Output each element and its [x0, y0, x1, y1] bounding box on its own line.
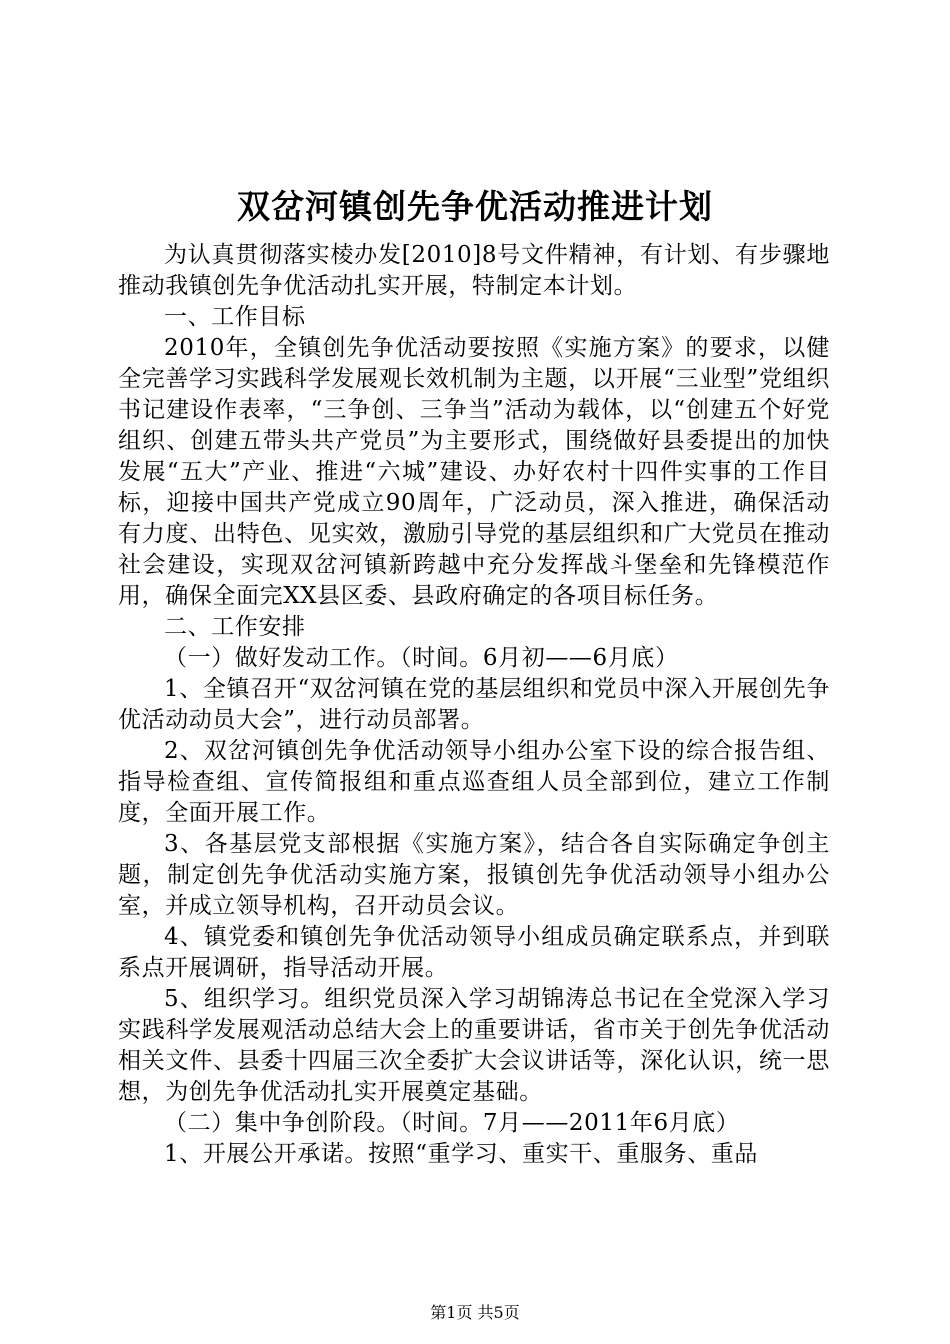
- subsection-heading-concentration: （二）集中争创阶段。（时间。7月——2011年6月底）: [164, 1110, 740, 1136]
- list-item-6: 1、开展公开承诺。按照“重学习、重实干、重服务、重品: [164, 1141, 758, 1167]
- document-body: [118, 240, 830, 1170]
- list-item-5: 5、组织学习。组织党员深入学习胡锦涛总书记在全党深入学习实践科学发展观活动总结大会上的重要讲话，省市关于创先争优活动相关文件、县委十四届三次全委扩大会议讲话等，深化认识，统一思想，为创先争优活动扎实开展奠定基础。: [118, 986, 830, 1105]
- page-footer: 第1页 共5页: [430, 1303, 520, 1322]
- intro-paragraph: 为认真贯彻落实棱办发[2010]8号文件精神，有计划、有步骤地推动我镇创先争优活动扎实开展，特制定本计划。: [118, 242, 830, 299]
- list-item-3: 3、各基层党支部根据《实施方案》，结合各自实际确定争创主题，制定创先争优活动实施方案，报镇创先争优活动领导小组办公室，并成立领导机构，召开动员会议。: [118, 831, 830, 919]
- section-heading-goals: 一、工作目标: [164, 304, 306, 330]
- section-heading-arrangement: 二、工作安排: [164, 614, 306, 640]
- list-item-4: 4、镇党委和镇创先争优活动领导小组成员确定联系点，并到联系点开展调研，指导活动开展。: [118, 924, 830, 981]
- list-item-1: 1、全镇召开“双岔河镇在党的基层组织和党员中深入开展创先争优活动动员大会”，进行动员部署。: [118, 676, 830, 733]
- subsection-heading-mobilization: （一）做好发动工作。（时间。6月初——6月底）: [164, 645, 679, 671]
- document-title: 双岔河镇创先争优活动推进计划: [237, 187, 713, 226]
- goals-paragraph: 2010年，全镇创先争优活动要按照《实施方案》的要求，以健全完善学习实践科学发展观长效机制为主题，以开展“三业型”党组织书记建设作表率，“三争创、三争当”活动为载体，以“创建五个好党组织、创建五带头共产党员”为主要形式，围绕做好县委提出的加快发展“五大”产业、推进“六城”建设、办好农村十四件实事的工作目标，迎接中国共产党成立90周年，广泛动员，深入推进，确保活动有力度、出特色、见实效，激励引导党的基层组织和广大党员在推动社会建设，实现双岔河镇新跨越中充分发挥战斗堡垒和先锋模范作用，确保全面完XX县区委、县政府确定的各项目标任务。: [118, 335, 830, 609]
- list-item-2: 2、双岔河镇创先争优活动领导小组办公室下设的综合报告组、指导检查组、宣传简报组和重点巡查组人员全部到位，建立工作制度，全面开展工作。: [118, 738, 830, 826]
